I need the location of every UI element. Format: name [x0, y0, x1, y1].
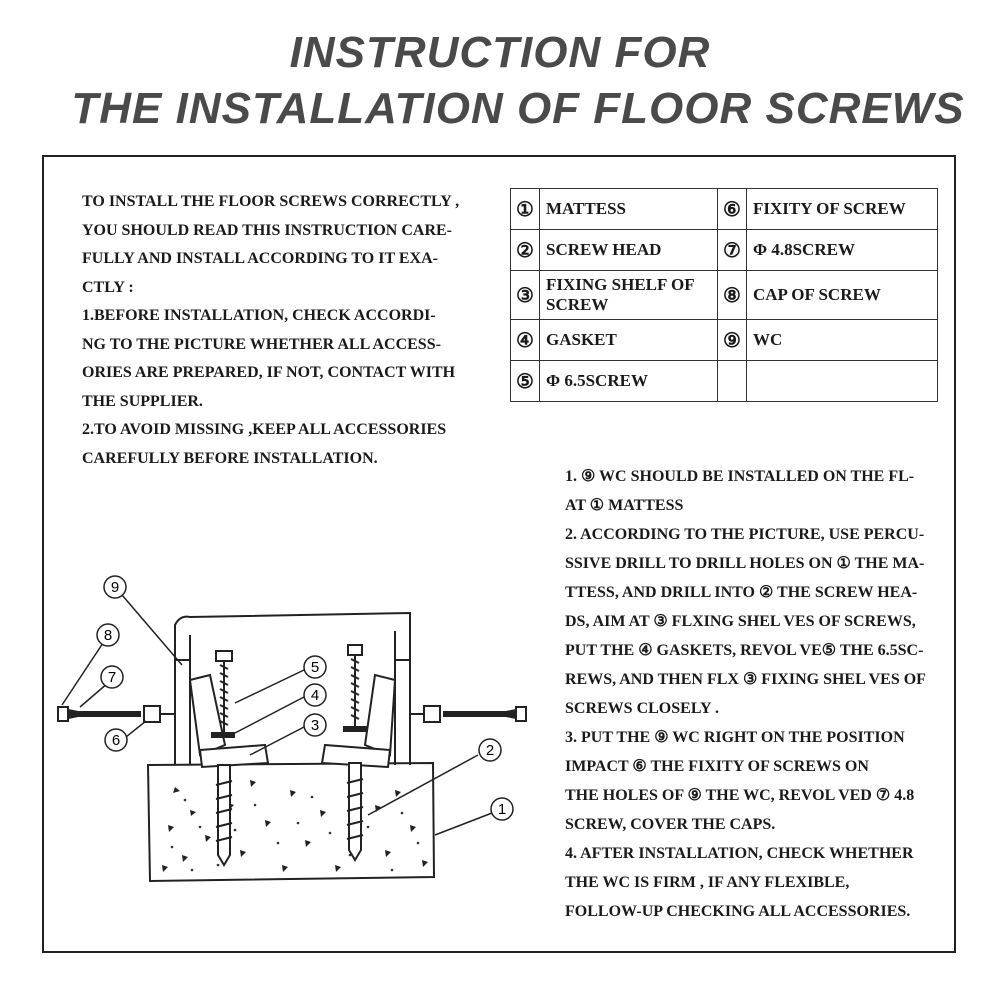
step-line: FOLLOW-UP CHECKING ALL ACCESSORIES. [565, 903, 911, 920]
legend-number: ② [511, 230, 540, 271]
intro-text [82, 188, 492, 473]
legend-label: SCREW HEAD [540, 230, 718, 271]
legend-label: WC [747, 320, 938, 361]
svg-text:1: 1 [497, 801, 507, 818]
callout-6 [105, 729, 127, 751]
svg-text:2: 2 [485, 742, 495, 759]
step-line: SCREW, COVER THE CAPS. [565, 816, 776, 833]
callout-9 [104, 576, 126, 598]
legend-number: ① [511, 189, 540, 230]
intro-line: YOU SHOULD READ THIS INSTRUCTION CARE- [82, 221, 452, 239]
svg-text:6: 6 [111, 732, 121, 749]
intro-line: THE SUPPLIER. [82, 392, 203, 410]
svg-text:8: 8 [103, 627, 113, 644]
step-line: SCREWS CLOSELY . [565, 700, 719, 717]
legend-label [747, 361, 938, 402]
page-title: INSTRUCTION FOR [289, 28, 711, 77]
intro-line: ORIES ARE PREPARED, IF NOT, CONTACT WITH [82, 364, 456, 381]
parts-legend-table [510, 188, 938, 402]
legend-label: MATTESS [540, 189, 718, 230]
callout-2 [479, 739, 501, 761]
installation-steps [565, 462, 945, 926]
step-line: TTESS, AND DRILL INTO ② THE SCREW HEA- [565, 584, 918, 601]
intro-line: 1.BEFORE INSTALLATION, CHECK ACCORDI- [82, 307, 436, 324]
screw-6-5 [216, 645, 362, 733]
svg-text:5: 5 [310, 659, 320, 676]
step-line: 3. PUT THE ⑨ WC RIGHT ON THE POSITION [565, 729, 905, 746]
intro-line: NG TO THE PICTURE WHETHER ALL ACCESS- [82, 335, 441, 353]
step-line: AT ① MATTESS [565, 497, 684, 514]
step-line: DS, AIM AT ③ FLXING SHEL VES OF SCREWS, [565, 613, 916, 630]
legend-label: GASKET [540, 320, 718, 361]
callout-3 [304, 714, 326, 736]
floor-mattess [148, 763, 434, 881]
step-line: 4. AFTER INSTALLATION, CHECK WHETHER [565, 845, 914, 862]
intro-line: 2.TO AVOID MISSING ,KEEP ALL ACCESSORIES [82, 421, 447, 438]
step-line: THE WC IS FIRM , IF ANY FLEXIBLE, [565, 874, 850, 891]
legend-label: FIXITY OF SCREW [747, 189, 938, 230]
legend-number [718, 361, 747, 402]
intro-line: CTLY : [82, 278, 134, 296]
step-line: SSIVE DRILL TO DRILL HOLES ON ① THE MA- [565, 555, 925, 572]
step-line: PUT THE ④ GASKETS, REVOL VE⑤ THE 6.5SC- [565, 642, 924, 659]
legend-number: ⑤ [511, 361, 540, 402]
step-line: IMPACT ⑥ THE FIXITY OF SCREWS ON [565, 758, 869, 775]
legend-label: Φ 6.5SCREW [540, 361, 718, 402]
legend-number: ⑨ [718, 320, 747, 361]
screw-4-8-right [410, 706, 526, 722]
installation-diagram [50, 565, 550, 895]
page-subtitle: THE INSTALLATION OF FLOOR SCREWS [71, 84, 965, 133]
step-line: 2. ACCORDING TO THE PICTURE, USE PERCU- [565, 526, 925, 543]
legend-number: ⑧ [718, 271, 747, 320]
legend-row [511, 361, 938, 402]
step-line: 1. ⑨ WC SHOULD BE INSTALLED ON THE FL- [565, 468, 915, 485]
callout-4 [304, 684, 326, 706]
legend-label: CAP OF SCREW [747, 271, 938, 320]
svg-text:3: 3 [310, 717, 320, 734]
legend-row [511, 271, 938, 320]
legend-number: ⑦ [718, 230, 747, 271]
svg-text:9: 9 [110, 579, 120, 596]
callout-7 [101, 666, 123, 688]
callout-5 [304, 656, 326, 678]
legend-label: FIXING SHELF OF SCREW [540, 271, 718, 320]
callout-8 [97, 624, 119, 646]
legend-number: ⑥ [718, 189, 747, 230]
intro-line: CAREFULLY BEFORE INSTALLATION. [82, 449, 378, 467]
legend-number: ③ [511, 271, 540, 320]
legend-row [511, 189, 938, 230]
callout-1 [491, 798, 513, 820]
svg-text:7: 7 [107, 669, 117, 686]
step-line: REWS, AND THEN FLX ③ FIXING SHEL VES OF [565, 671, 926, 688]
intro-line: TO INSTALL THE FLOOR SCREWS CORRECTLY , [82, 193, 460, 210]
intro-line: FULLY AND INSTALL ACCORDING TO IT EXA- [82, 250, 438, 267]
legend-row [511, 320, 938, 361]
legend-row [511, 230, 938, 271]
legend-number: ④ [511, 320, 540, 361]
legend-label: Φ 4.8SCREW [747, 230, 938, 271]
screw-4-8-left [58, 706, 175, 722]
step-line: THE HOLES OF ⑨ THE WC, REVOL VED ⑦ 4.8 [565, 787, 915, 804]
svg-text:4: 4 [310, 687, 320, 704]
wc-body [175, 613, 410, 765]
